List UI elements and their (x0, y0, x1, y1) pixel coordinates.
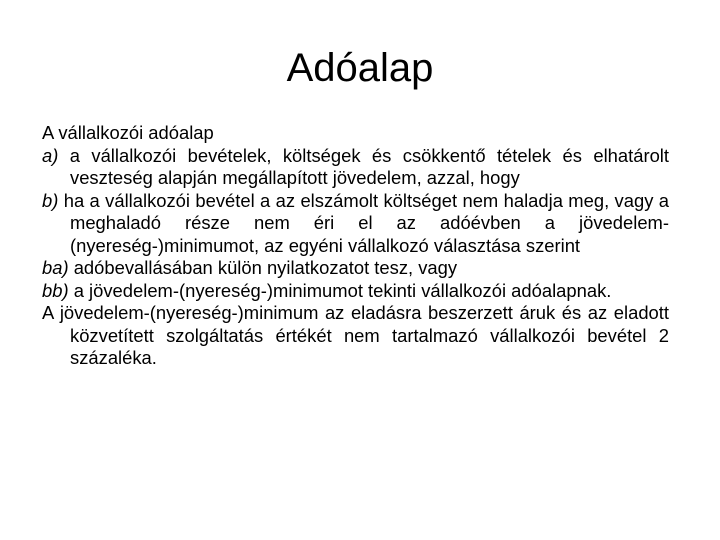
body-paragraph-ba (42, 257, 669, 280)
list-marker-ba: ba) (42, 257, 69, 278)
body-paragraph-b (42, 190, 669, 258)
paragraph-text: ha a vállalkozói bevétel a az elszámolt költséget nem haladja meg, vagy a meghaladó része nem éri el az adóévben a jövedelem-(nyereség-)minimumot, az egyéni vállalkozó választása szerint (58, 189, 669, 256)
paragraph-text: A jövedelem-(nyereség-)minimum az eladásra beszerzett áruk és az eladott közvetített szolgáltatás értékét nem tartalmazó vállalkozói bevétel 2 százaléka. (42, 302, 669, 368)
paragraph-text: a vállalkozói bevételek, költségek és csökkentő tételek és elhatárolt veszteség alapján megállapított jövedelem, azzal, hogy (58, 144, 669, 188)
list-marker-bb: bb) (42, 279, 69, 301)
list-marker-a: a) (42, 144, 59, 166)
paragraph-text: a jövedelem-(nyereség-)minimumot tekinti vállalkozói adóalapnak. (68, 279, 612, 301)
body-paragraph-minimum (42, 302, 669, 370)
slide-body (42, 122, 669, 370)
list-marker-b: b) (42, 189, 59, 211)
body-paragraph-bb (42, 280, 669, 303)
slide-title: Adóalap (286, 46, 434, 90)
body-paragraph-intro (42, 122, 669, 145)
paragraph-text: adóbevallásában külön nyilatkozatot tesz, vagy (68, 257, 458, 278)
paragraph-text: A vállalkozói adóalap (42, 122, 214, 143)
body-paragraph-a (42, 145, 669, 190)
